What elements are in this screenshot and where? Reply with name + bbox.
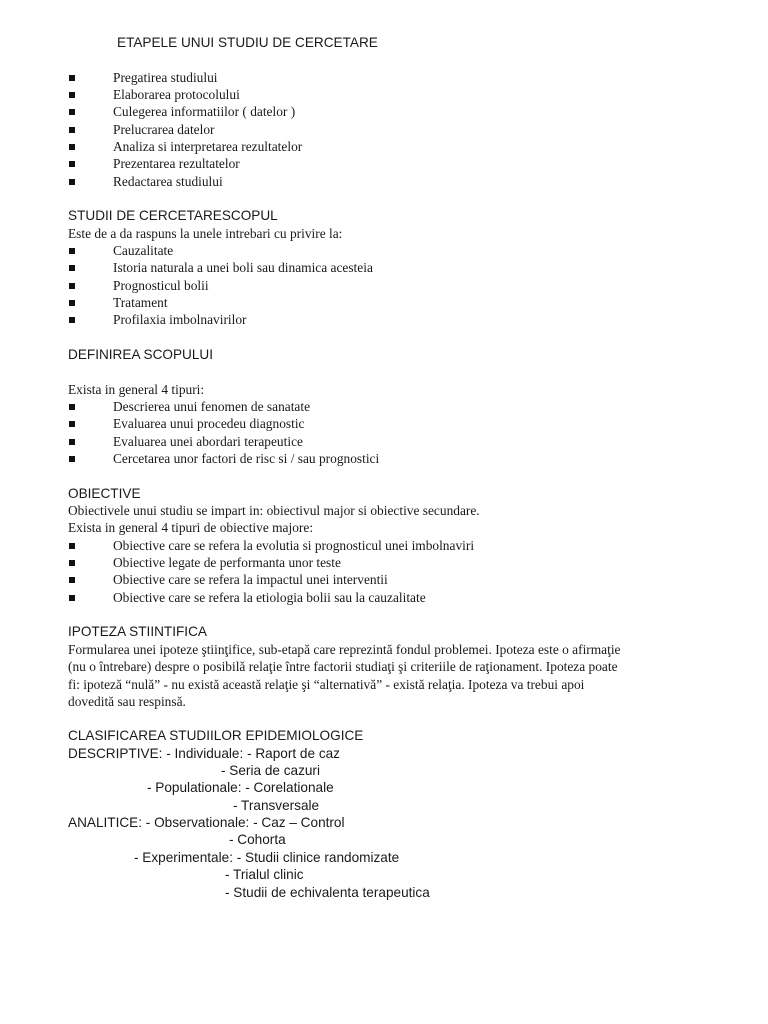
- section-heading-definire: DEFINIREA SCOPULUI: [68, 347, 214, 362]
- clasificare-line: - Trialul clinic: [225, 867, 304, 882]
- obiective-line-2: Exista in general 4 tipuri de obiective majore:: [68, 520, 314, 535]
- ipoteza-line: (nu o întrebare) despre o posibilă relaţie între factorii studiaţi şi criteriile de raţionament. Ipoteza poate: [68, 659, 618, 674]
- bullet-icon: [69, 421, 75, 427]
- clasificare-line: - Studii de echivalenta terapeutica: [225, 885, 430, 900]
- bullet-icon: [69, 161, 75, 167]
- list-item: Analiza si interpretarea rezultatelor: [113, 139, 303, 154]
- definire-intro: Exista in general 4 tipuri:: [68, 382, 205, 397]
- bullet-icon: [69, 144, 75, 150]
- clasificare-line: - Populationale: - Corelationale: [147, 780, 334, 795]
- list-item: Elaborarea protocolului: [113, 87, 240, 102]
- clasificare-line: - Experimentale: - Studii clinice randomizate: [134, 850, 400, 865]
- bullet-icon: [69, 560, 75, 566]
- list-item: Obiective legate de performanta unor teste: [113, 555, 341, 570]
- list-item: Redactarea studiului: [113, 174, 223, 189]
- ipoteza-line: Formularea unei ipoteze ştiinţifice, sub-etapă care reprezintă fondul problemei. Ipoteza este o afirmaţie: [68, 642, 621, 657]
- list-item: Obiective care se refera la evolutia si prognosticul unei imbolnaviri: [113, 538, 475, 553]
- clasificare-line: - Seria de cazuri: [221, 763, 320, 778]
- bullet-icon: [69, 179, 75, 185]
- section-heading-ipoteza: IPOTEZA STIINTIFICA: [68, 624, 207, 639]
- list-item: Cauzalitate: [113, 243, 174, 258]
- ipoteza-line: fi: ipoteză “nulă” - nu există această relaţie şi “alternativă” - există relaţia. Ipoteza va trebui apoi: [68, 677, 585, 692]
- list-item: Prognosticul bolii: [113, 278, 209, 293]
- section-heading-obiective: OBIECTIVE: [68, 486, 141, 501]
- scop-intro: Este de a da raspuns la unele intrebari cu privire la:: [68, 226, 343, 241]
- obiective-line-1: Obiectivele unui studiu se impart in: obiectivul major si obiective secundare.: [68, 503, 480, 518]
- list-item: Descrierea unui fenomen de sanatate: [113, 399, 311, 414]
- clasificare-line: - Transversale: [233, 798, 320, 813]
- bullet-icon: [69, 543, 75, 549]
- list-item: Profilaxia imbolnavirilor: [113, 312, 247, 327]
- bullet-icon: [69, 127, 75, 133]
- ipoteza-line: dovedită sau respinsă.: [68, 694, 186, 709]
- bullet-icon: [69, 439, 75, 445]
- list-item: Prezentarea rezultatelor: [113, 156, 240, 171]
- bullet-icon: [69, 248, 75, 254]
- bullet-icon: [69, 92, 75, 98]
- list-item: Culegerea informatiilor ( datelor ): [113, 104, 296, 119]
- list-item: Pregatirea studiului: [113, 70, 218, 85]
- bullet-icon: [69, 75, 75, 81]
- bullet-icon: [69, 265, 75, 271]
- bullet-icon: [69, 595, 75, 601]
- section-heading-scop: STUDII DE CERCETARESCOPUL: [68, 208, 278, 223]
- bullet-icon: [69, 456, 75, 462]
- clasificare-line: ANALITICE: - Observationale: - Caz – Control: [68, 815, 345, 830]
- list-item: Evaluarea unei abordari terapeutice: [113, 434, 303, 449]
- list-item: Istoria naturala a unei boli sau dinamica acesteia: [113, 260, 373, 275]
- clasificare-line: DESCRIPTIVE: - Individuale: - Raport de caz: [68, 746, 340, 761]
- list-item: Obiective care se refera la impactul unei interventii: [113, 572, 388, 587]
- bullet-icon: [69, 300, 75, 306]
- bullet-icon: [69, 109, 75, 115]
- bullet-icon: [69, 577, 75, 583]
- bullet-icon: [69, 317, 75, 323]
- clasificare-line: - Cohorta: [229, 832, 286, 847]
- bullet-icon: [69, 283, 75, 289]
- list-item: Prelucrarea datelor: [113, 122, 215, 137]
- section-heading-clasificare: CLASIFICAREA STUDIILOR EPIDEMIOLOGICE: [68, 728, 364, 743]
- list-item: Tratament: [113, 295, 168, 310]
- bullet-icon: [69, 404, 75, 410]
- document-title: ETAPELE UNUI STUDIU DE CERCETARE: [117, 35, 378, 50]
- list-item: Cercetarea unor factori de risc si / sau prognostici: [113, 451, 380, 466]
- list-item: Obiective care se refera la etiologia bolii sau la cauzalitate: [113, 590, 426, 605]
- list-item: Evaluarea unui procedeu diagnostic: [113, 416, 305, 431]
